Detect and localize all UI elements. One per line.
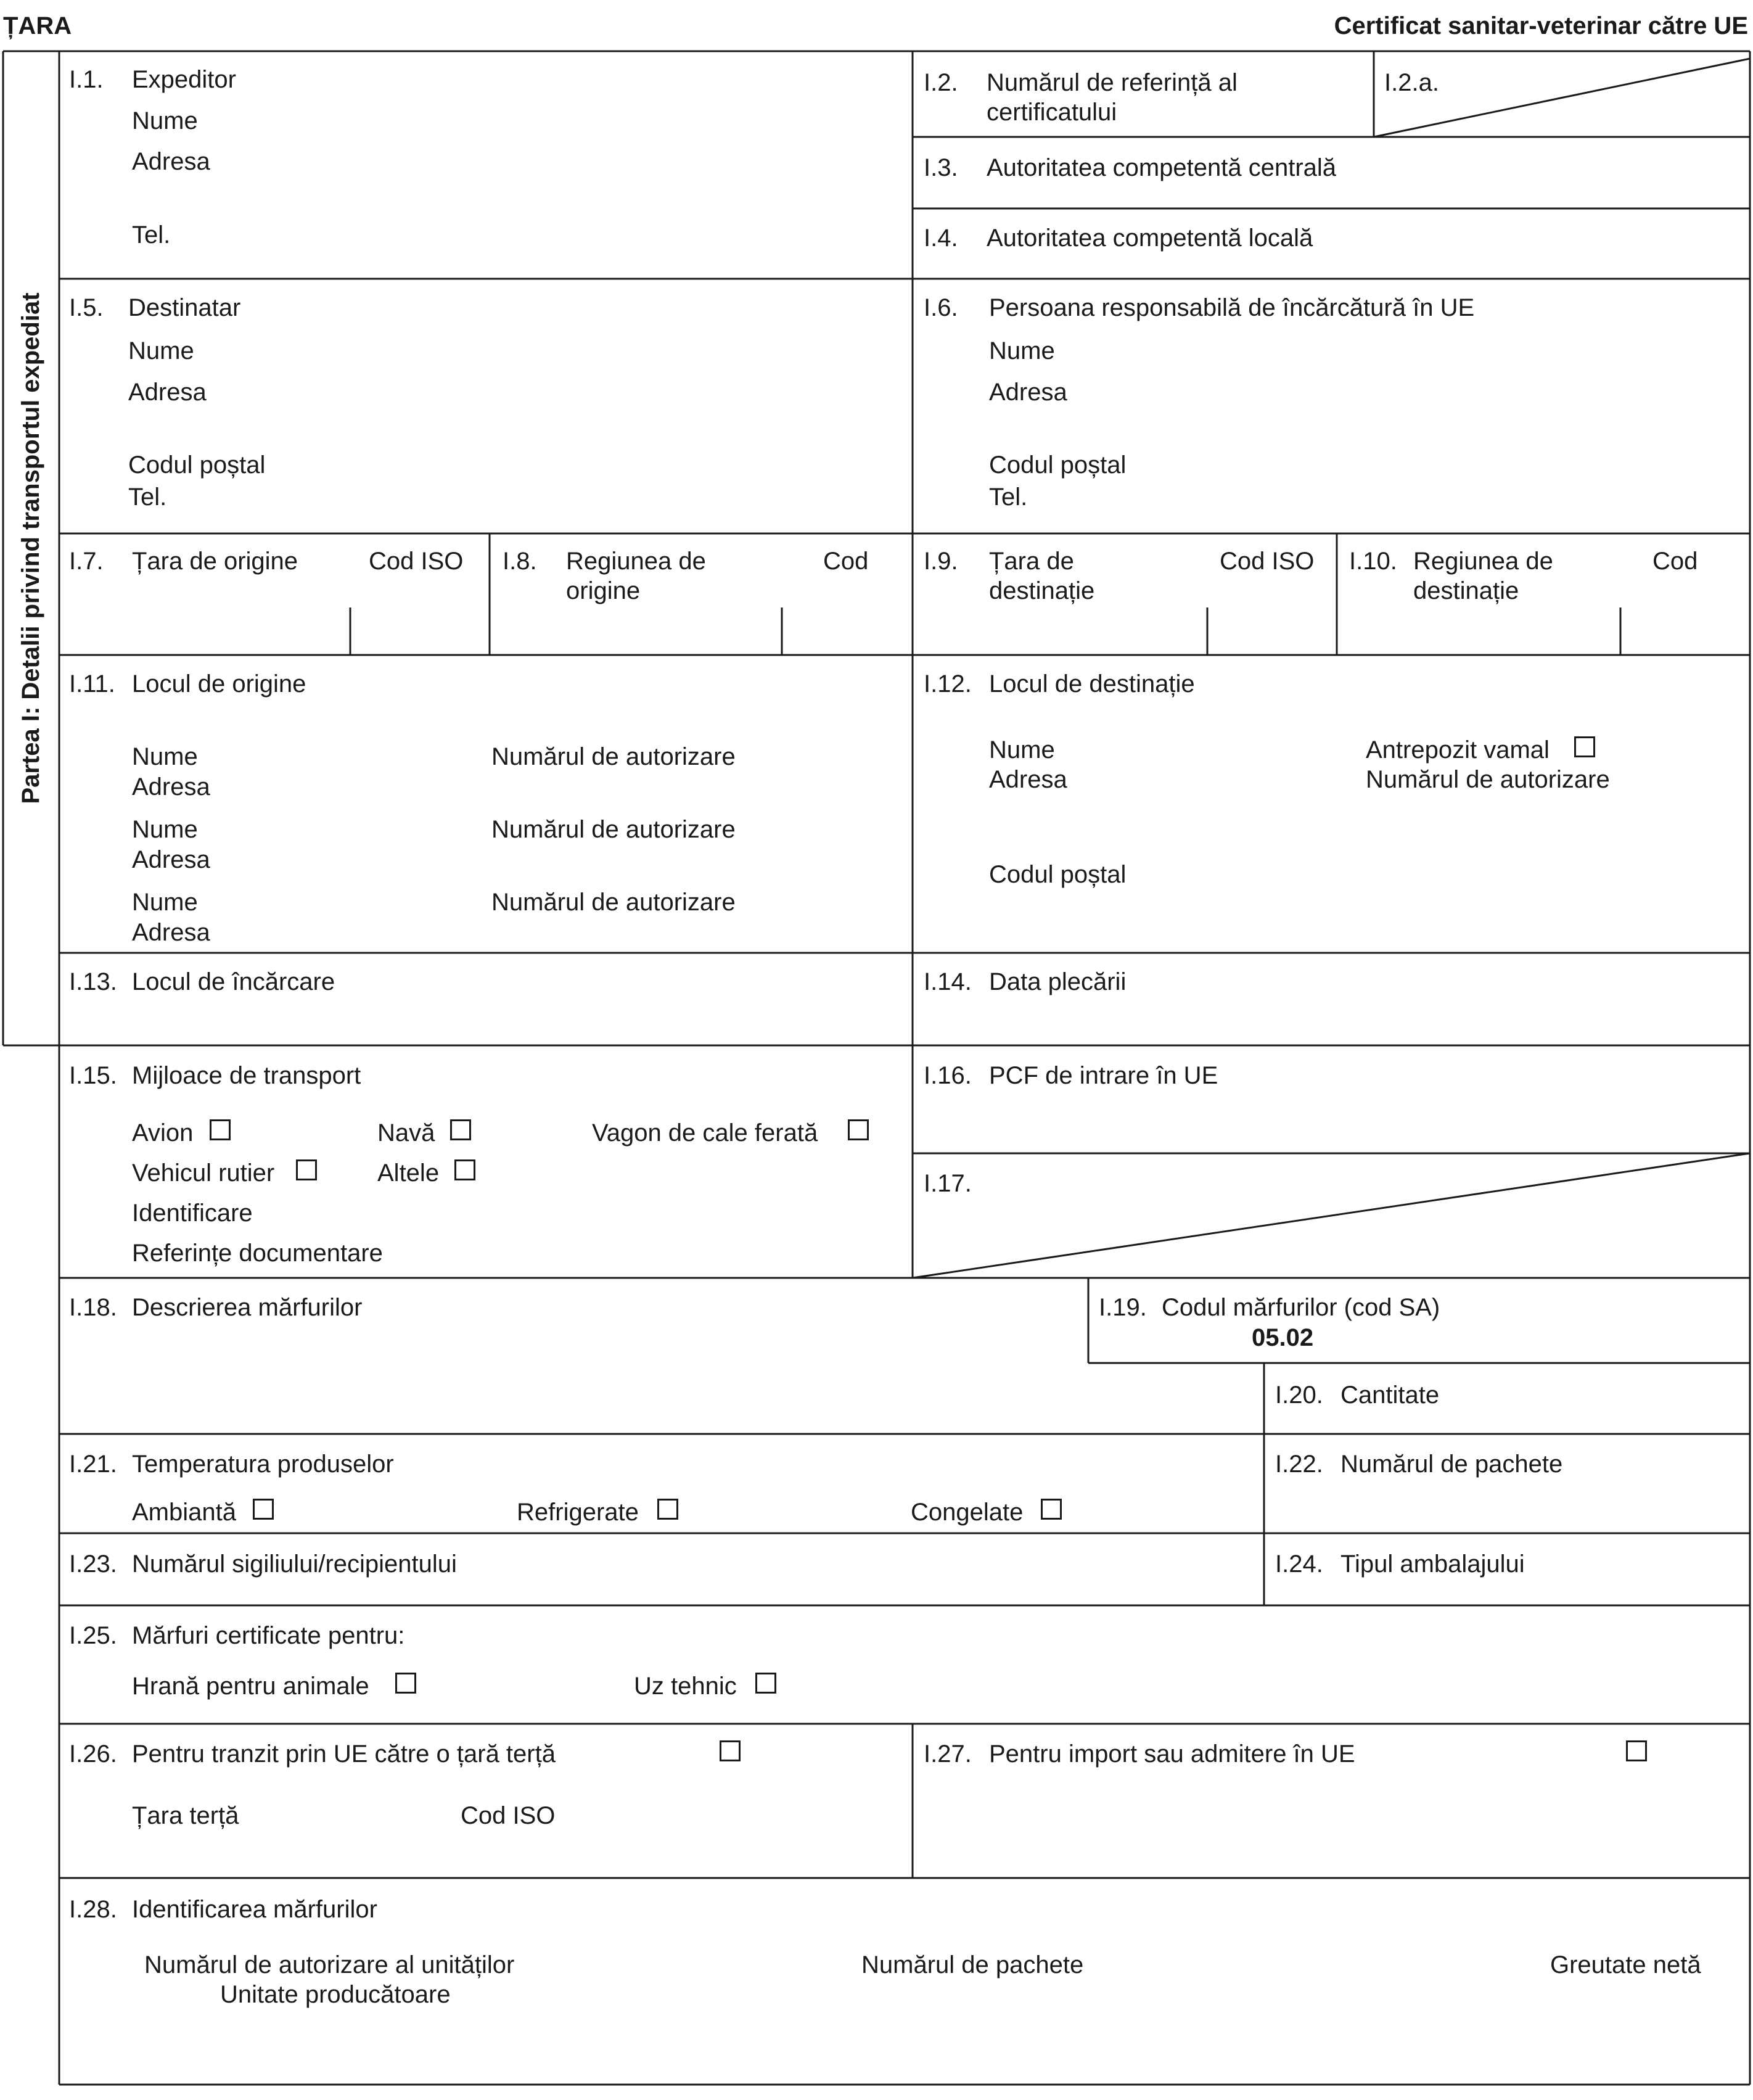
box-i15-vagon-checkbox[interactable] xyxy=(848,1119,869,1140)
box-i5-nume: Nume xyxy=(128,337,194,364)
box-i21-option-refrigerate: Refrigerate xyxy=(517,1499,639,1526)
box-i6-cod-postal: Codul poștal xyxy=(989,451,1127,479)
box-i11-adresa-2: Adresa xyxy=(132,846,210,873)
box-i1-nume: Nume xyxy=(132,107,198,134)
box-i25-option-uz-tehnic: Uz tehnic xyxy=(634,1673,737,1700)
box-i15-option-avion: Avion xyxy=(132,1119,194,1147)
box-i23-title: Numărul sigiliului/recipientului xyxy=(132,1550,457,1578)
box-i11-autorizare-3: Numărul de autorizare xyxy=(491,889,736,916)
box-i11-adresa-3: Adresa xyxy=(132,919,210,946)
box-i15-vehicul-checkbox[interactable] xyxy=(296,1159,317,1180)
box-i7-num: I.7. xyxy=(69,548,104,575)
box-i11-num: I.11. xyxy=(69,670,115,698)
box-i23-num: I.23. xyxy=(69,1550,117,1578)
box-i4-title: Autoritatea competentă locală xyxy=(987,224,1313,252)
box-i2-num: I.2. xyxy=(924,69,958,96)
box-i2a-num: I.2.a. xyxy=(1384,69,1439,96)
box-i12-nume: Nume xyxy=(989,736,1055,764)
box-i15-num: I.15. xyxy=(69,1062,117,1089)
box-i15-option-altele: Altele xyxy=(377,1159,440,1187)
box-i7-title: Țara de origine xyxy=(132,548,298,575)
box-i14-title: Data plecării xyxy=(989,968,1127,995)
box-i27-num: I.27. xyxy=(924,1740,972,1768)
box-i6-nume: Nume xyxy=(989,337,1055,364)
box-i4-num: I.4. xyxy=(924,224,958,252)
box-i8-title: Regiunea de origine xyxy=(566,548,706,604)
box-i27-checkbox[interactable] xyxy=(1626,1740,1647,1761)
box-i11-adresa-1: Adresa xyxy=(132,773,210,801)
box-i13-num: I.13. xyxy=(69,968,117,995)
box-i19-value: 05.02 xyxy=(1252,1324,1314,1351)
box-i25-uz-tehnic-checkbox[interactable] xyxy=(755,1673,776,1694)
box-i9-title: Țara de destinație xyxy=(989,548,1095,604)
box-i26-tara-terta: Țara terță xyxy=(132,1802,239,1829)
box-i28-col-autorizare: Numărul de autorizare al unităților xyxy=(144,1951,515,1979)
box-i27-title: Pentru import sau admitere în UE xyxy=(989,1740,1355,1768)
box-i16-title: PCF de intrare în UE xyxy=(989,1062,1218,1089)
box-i12-title: Locul de destinație xyxy=(989,670,1195,698)
box-i12-num: I.12. xyxy=(924,670,972,698)
box-i21-option-ambianta: Ambiantă xyxy=(132,1499,236,1526)
box-i14-num: I.14. xyxy=(924,968,972,995)
box-i15-altele-checkbox[interactable] xyxy=(454,1159,475,1180)
box-i7-cod-iso: Cod ISO xyxy=(369,548,464,575)
box-i15-avion-checkbox[interactable] xyxy=(210,1119,231,1140)
box-i20-num: I.20. xyxy=(1275,1381,1323,1409)
box-i5-title: Destinatar xyxy=(128,294,241,321)
box-i1-title: Expeditor xyxy=(132,66,236,93)
box-i20-title: Cantitate xyxy=(1340,1381,1440,1409)
header-certificate-title: Certificat sanitar-veterinar către UE xyxy=(1334,12,1748,39)
box-i5-adresa: Adresa xyxy=(128,379,207,406)
box-i10-cod: Cod xyxy=(1652,548,1698,575)
box-i15-referinte: Referințe documentare xyxy=(132,1240,383,1267)
box-i5-tel: Tel. xyxy=(128,484,167,511)
box-i25-option-hrana: Hrană pentru animale xyxy=(132,1673,369,1700)
box-i12-autorizare: Numărul de autorizare xyxy=(1366,766,1610,793)
box-i1-adresa: Adresa xyxy=(132,148,210,175)
box-i21-option-congelate: Congelate xyxy=(911,1499,1024,1526)
box-i18-num: I.18. xyxy=(69,1294,117,1321)
box-i6-num: I.6. xyxy=(924,294,958,321)
box-i11-title: Locul de origine xyxy=(132,670,306,698)
box-i12-cod-postal: Codul poștal xyxy=(989,861,1127,888)
box-i6-adresa: Adresa xyxy=(989,379,1067,406)
box-i22-num: I.22. xyxy=(1275,1451,1323,1478)
box-i15-title: Mijloace de transport xyxy=(132,1062,361,1089)
box-i26-num: I.26. xyxy=(69,1740,117,1768)
box-i11-autorizare-2: Numărul de autorizare xyxy=(491,816,736,843)
box-i24-title: Tipul ambalajului xyxy=(1340,1550,1525,1578)
box-i26-checkbox[interactable] xyxy=(720,1740,741,1761)
box-i5-cod-postal: Codul poștal xyxy=(128,451,266,479)
box-i24-num: I.24. xyxy=(1275,1550,1323,1578)
box-i28-title: Identificarea mărfurilor xyxy=(132,1896,377,1923)
box-i9-cod-iso: Cod ISO xyxy=(1220,548,1315,575)
box-i21-congelate-checkbox[interactable] xyxy=(1041,1499,1062,1520)
side-label: Partea I: Detalii privind transportul expediat xyxy=(17,292,44,804)
box-i21-num: I.21. xyxy=(69,1451,117,1478)
box-i6-tel: Tel. xyxy=(989,484,1028,511)
box-i1-num: I.1. xyxy=(69,66,104,93)
box-i26-cod-iso: Cod ISO xyxy=(461,1802,556,1829)
box-i18-title: Descrierea mărfurilor xyxy=(132,1294,363,1321)
box-i3-title: Autoritatea competentă centrală xyxy=(987,154,1337,181)
box-i12-antrepozit-label: Antrepozit vamal xyxy=(1366,736,1550,764)
box-i2-title: Numărul de referință al certificatului xyxy=(987,69,1238,126)
box-i15-identificare: Identificare xyxy=(132,1200,253,1227)
box-i6-title: Persoana responsabilă de încărcătură în UE xyxy=(989,294,1475,321)
box-i10-title: Regiunea de destinație xyxy=(1413,548,1553,604)
box-i28-sub-unitate: Unitate producătoare xyxy=(220,1981,451,2008)
box-i25-hrana-checkbox[interactable] xyxy=(395,1673,416,1694)
box-i19-title: Codul mărfurilor (cod SA) xyxy=(1162,1294,1440,1321)
box-i17-num: I.17. xyxy=(924,1170,972,1197)
box-i8-cod: Cod xyxy=(823,548,869,575)
box-i25-num: I.25. xyxy=(69,1622,117,1649)
box-i8-num: I.8. xyxy=(503,548,537,575)
box-i12-adresa: Adresa xyxy=(989,766,1067,793)
box-i11-nume-1: Nume xyxy=(132,743,198,770)
box-i16-num: I.16. xyxy=(924,1062,972,1089)
box-i28-col-pachete: Numărul de pachete xyxy=(861,1951,1084,1979)
box-i5-num: I.5. xyxy=(69,294,104,321)
box-i10-num: I.10. xyxy=(1349,548,1397,575)
header-country: ȚARA xyxy=(3,12,72,39)
box-i11-nume-3: Nume xyxy=(132,889,198,916)
box-i15-nava-checkbox[interactable] xyxy=(450,1119,471,1140)
box-i26-title: Pentru tranzit prin UE către o țară terță xyxy=(132,1740,556,1768)
box-i22-title: Numărul de pachete xyxy=(1340,1451,1563,1478)
box-i15-option-nava: Navă xyxy=(377,1119,435,1147)
box-i1-tel: Tel. xyxy=(132,221,171,249)
box-i15-option-vehicul: Vehicul rutier xyxy=(132,1159,275,1187)
box-i21-title: Temperatura produselor xyxy=(132,1451,394,1478)
box-i11-nume-2: Nume xyxy=(132,816,198,843)
box-i25-title: Mărfuri certificate pentru: xyxy=(132,1622,405,1649)
box-i9-num: I.9. xyxy=(924,548,958,575)
box-i12-antrepozit-checkbox[interactable] xyxy=(1574,736,1595,757)
box-i28-col-greutate: Greutate netă xyxy=(1550,1951,1701,1979)
box-i19-num: I.19. xyxy=(1099,1294,1147,1321)
box-i3-num: I.3. xyxy=(924,154,958,181)
box-i21-ambianta-checkbox[interactable] xyxy=(253,1499,274,1520)
box-i28-num: I.28. xyxy=(69,1896,117,1923)
box-i11-autorizare-1: Numărul de autorizare xyxy=(491,743,736,770)
box-i15-option-vagon: Vagon de cale ferată xyxy=(592,1119,818,1147)
box-i13-title: Locul de încărcare xyxy=(132,968,335,995)
box-i21-refrigerate-checkbox[interactable] xyxy=(657,1499,678,1520)
